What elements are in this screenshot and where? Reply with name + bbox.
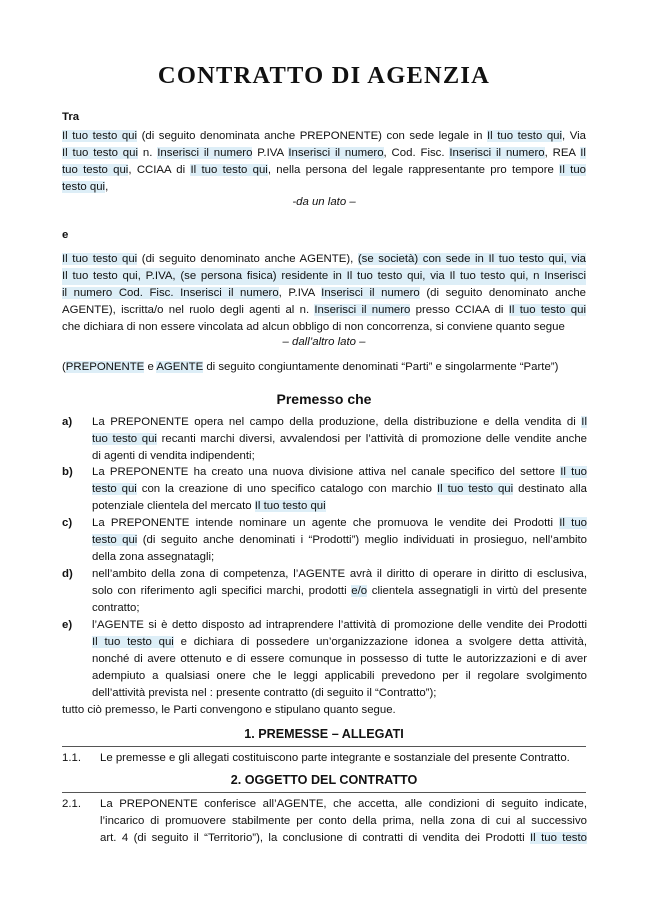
body-text: , P.IVA (278, 287, 322, 299)
body-text: ( (62, 361, 66, 373)
paragraph-line: nonché di avere ottenuto e di essere comunque in possesso di tutte le autorizzazioni e di aver (92, 653, 587, 665)
section-1-heading: 1. PREMESSE – ALLEGATI (244, 727, 404, 741)
paragraph-line: l’AGENTE si è detto disposto ad intraprendere l’attività di promozione delle vendite dei Prodotti (92, 619, 587, 631)
body-text: (di seguito denominato anche AGENTE), (137, 253, 358, 265)
paragraph-line: della zona assegnatagli; (92, 551, 215, 563)
placeholder-text: Inserisci il numero (449, 147, 545, 159)
placeholder-text: Il tuo testo qui (508, 304, 586, 316)
document-title: CONTRATTO DI AGENZIA (157, 62, 491, 89)
placeholder-text: tuo testo qui (62, 164, 129, 176)
premessa-item (92, 414, 587, 465)
placeholder-text: testo qui (92, 483, 137, 495)
body-text: P.IVA (252, 147, 289, 159)
placeholder-text: Il tuo testo qui (62, 147, 139, 159)
preponente-paragraph (62, 128, 586, 196)
premesso-che-heading: Premesso che (276, 391, 372, 407)
body-text: destinato alla (513, 483, 588, 495)
placeholder-text: Il tuo (559, 517, 587, 529)
paragraph-line (92, 414, 587, 431)
placeholder-text: Il tuo (559, 164, 586, 176)
paragraph-line (62, 162, 586, 179)
premessa-item (92, 515, 587, 566)
paragraph-line: La PREPONENTE conferisce all’AGENTE, che accetta, alle condizioni di seguito indicate, (100, 798, 587, 810)
body-text: e dichiara di possedere un’organizzazione idonea a svolgere detta attività, (173, 636, 588, 648)
body-text: potenziale clientela del mercato (92, 500, 255, 512)
clause-text: Le premesse e gli allegati costituiscono parte integrante e sostanziale del presente Contratto. (100, 752, 570, 764)
paragraph-line: adempiuto a qualsiasi onere che le leggi applicabili prevedono per il regolare svolgimento (92, 670, 587, 682)
body-text: n. (138, 147, 158, 159)
placeholder-text: PREPONENTE (65, 361, 145, 373)
paragraph-line (62, 251, 586, 268)
body-text: , Cod. Fisc. (383, 147, 450, 159)
placeholder-text: tuo testo qui (92, 433, 157, 445)
body-text: art. 4 (di seguito il “Territorio”), la conclusione di contratti di vendita dei Prodotti (100, 832, 530, 844)
paragraph-line: nell’ambito della zona di competenza, l’AGENTE avrà il diritto di operare in diritto di esclusiva, (92, 568, 587, 580)
body-text: (di seguito denominata anche PREPONENTE) con sede legale in (137, 130, 487, 142)
body-text: , REA (544, 147, 581, 159)
placeholder-text: Il tuo testo (530, 832, 588, 844)
agente-paragraph (62, 251, 586, 336)
body-text: (di seguito anche denominati i “Prodotti”) meglio individuati in prosieguo, nell’ambito (137, 534, 587, 546)
premessa-item (92, 464, 587, 515)
placeholder-text: AGENTE (156, 361, 204, 373)
placeholder-text: Inserisci il numero (314, 304, 411, 316)
body-text: di seguito congiuntamente denominati “Parti” e singolarmente “Parte”) (203, 361, 559, 373)
body-text: solo con riferimento agli specifici marchi, prodotti (92, 585, 352, 597)
placeholder-text: Il tuo testo qui (62, 130, 138, 142)
body-text: e (144, 361, 157, 373)
paragraph-line: contratto; (92, 602, 140, 614)
paragraph-line (92, 498, 587, 515)
body-text: presso CCIAA di (410, 304, 509, 316)
premessa-item (92, 566, 587, 617)
paragraph-line: di agenti di vendita indipendenti; (92, 450, 255, 462)
placeholder-text: Il tuo testo qui (190, 164, 268, 176)
body-text: , Via (562, 130, 587, 142)
paragraph-line: l’incarico di promuovere stabilmente per conto della prima, nella zona di cui al successivo (100, 815, 587, 827)
body-text: La PREPONENTE ha creato una nuova divisione attiva nel canale specifico del settore (92, 466, 561, 478)
paragraph-line (92, 481, 587, 498)
body-text: AGENTE), iscritta/o nel ruolo degli agenti al n. (62, 304, 315, 316)
body-text: recanti marchi diversi, avvalendosi per l’attività di promozione delle vendite anche (156, 433, 587, 445)
paragraph-line (92, 515, 587, 532)
paragraph-line: dell’attività prevista nel : presente contratto (di seguito il “Contratto”); (92, 687, 437, 699)
paragraph-line: che dichiara di non essere vincolata ad alcun obbligo di non concorrenza, si conviene quanto segue (62, 321, 565, 333)
paragraph-line (92, 532, 587, 549)
placeholder-text: Il (580, 147, 586, 159)
body-text: (di seguito denominato anche (419, 287, 586, 299)
placeholder-text: testo qui (92, 534, 138, 546)
placeholder-text: Inserisci il numero (321, 287, 420, 299)
placeholder-text: Inserisci il numero (157, 147, 253, 159)
da-un-lato: -da un lato – (292, 196, 356, 208)
placeholder-text: Il tuo (560, 466, 587, 478)
premessa-letter: d) (62, 568, 73, 580)
placeholder-text: Il tuo testo qui (254, 500, 326, 512)
dall-altro-lato: – dall’altro lato – (282, 336, 366, 348)
body-text: clientela assegnatigli in virtù del presente (367, 585, 587, 597)
placeholder-text: e/o (351, 585, 368, 597)
body-text: La PREPONENTE intende nominare un agente che promuova le vendite dei Prodotti (92, 517, 560, 529)
placeholder-text: (se società) con sede in Il tuo testo qui, via (357, 253, 586, 265)
premessa-letter: b) (62, 466, 73, 478)
paragraph-line (62, 128, 586, 145)
section-divider (62, 746, 586, 747)
body-text: La PREPONENTE opera nel campo della produzione, della distribuzione e della vendita di (92, 416, 582, 428)
placeholder-text: Il tuo testo qui (92, 636, 174, 648)
premessa-item (92, 617, 587, 702)
placeholder-text: il numero Cod. Fisc. Inserisci il numero (62, 287, 279, 299)
parti-paragraph (62, 359, 586, 376)
paragraph-line: Il tuo testo qui, P.IVA, (se persona fisica) residente in Il tuo testo qui, via Il tuo testo qui, n Inserisci (62, 268, 586, 285)
placeholder-text: Il tuo testo qui (62, 253, 138, 265)
placeholder-text: Il tuo testo qui (487, 130, 563, 142)
body-text: , CCIAA di (128, 164, 191, 176)
section-2-heading: 2. OGGETTO DEL CONTRATTO (230, 773, 418, 787)
clause-number: 2.1. (62, 798, 81, 810)
premessa-letter: e) (62, 619, 73, 631)
tra-label: Tra (62, 111, 80, 123)
paragraph-line (100, 830, 587, 847)
paragraph-line (92, 431, 587, 448)
paragraph-line (92, 583, 587, 600)
paragraph-line (62, 302, 586, 319)
premessa-letter: a) (62, 416, 73, 428)
paragraph-line (62, 285, 586, 302)
e-label: e (62, 229, 69, 241)
premessa-letter: c) (62, 517, 73, 529)
body-text: , (105, 181, 109, 193)
placeholder-text: Il (581, 416, 587, 428)
body-text: , nella persona del legale rappresentante pro tempore (267, 164, 560, 176)
section-divider (62, 792, 586, 793)
body-text: con la creazione di uno specifico catalogo con marchio (136, 483, 437, 495)
tutto-cio-paragraph: tutto ciò premesso, le Parti convengono e stipulano quanto segue. (62, 704, 396, 716)
placeholder-text: Inserisci il numero (288, 147, 384, 159)
clause-number: 1.1. (62, 752, 81, 764)
paragraph-line (92, 634, 587, 651)
placeholder-text: Il tuo testo qui (436, 483, 514, 495)
clause-text (100, 796, 587, 847)
placeholder-text: testo qui (62, 181, 106, 193)
paragraph-line (92, 464, 587, 481)
paragraph-line (62, 145, 586, 162)
